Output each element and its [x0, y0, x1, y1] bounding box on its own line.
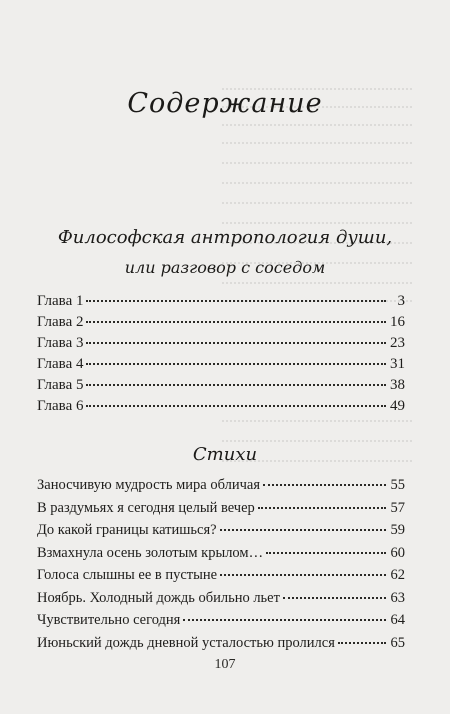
toc-entry[interactable]	[37, 587, 405, 610]
toc-entry-label: Июньский дождь дневной усталостью пролился	[37, 634, 335, 651]
toc-entry-page: 49	[390, 398, 405, 414]
toc-entry-label: Ноябрь. Холодный дождь обильно льет	[37, 589, 280, 606]
dot-leader	[220, 574, 386, 576]
toc-entry-page: 23	[390, 335, 405, 351]
dot-leader	[86, 384, 386, 386]
toc-entry-label: Глава 5	[37, 377, 84, 393]
toc-entry-label: Чувствительно сегодня	[37, 612, 181, 628]
dot-leader	[86, 342, 386, 344]
section1-title-line2: или разговор с соседом	[124, 258, 326, 277]
dot-leader	[258, 507, 386, 509]
toc-entry[interactable]	[37, 519, 405, 542]
toc-entry-page: 3	[397, 293, 405, 309]
toc-entry-label: Глава 3	[37, 335, 84, 351]
toc-entry[interactable]	[37, 497, 405, 520]
toc-entry-label: Глава 4	[37, 356, 84, 372]
toc-entry[interactable]	[37, 564, 405, 587]
toc-entry-page: 63	[390, 589, 405, 606]
toc-entry-page: 55	[390, 477, 405, 493]
section1-title-line1: Философская антропология души,	[57, 227, 393, 248]
toc-entry-page: 62	[390, 567, 405, 583]
toc-entry-label: Заносчивую мудрость мира обличая	[37, 477, 260, 493]
toc-entry[interactable]	[37, 375, 405, 396]
dot-leader	[283, 597, 386, 599]
dot-leader	[86, 300, 386, 302]
toc-entry-label: Глава 6	[37, 398, 84, 414]
dot-leader	[263, 484, 386, 486]
contents-title: Содержание	[127, 88, 323, 119]
toc-entry-page: 16	[390, 314, 405, 330]
section1-toc-list	[37, 291, 405, 417]
toc-entry[interactable]	[37, 291, 405, 312]
dot-leader	[338, 642, 386, 644]
toc-entry[interactable]	[37, 312, 405, 333]
toc-entry-label: Взмахнула осень золотым крылом…	[37, 544, 264, 561]
toc-entry[interactable]	[37, 474, 405, 497]
dot-leader	[220, 529, 386, 531]
dot-leader	[183, 619, 386, 621]
dot-leader	[266, 552, 386, 554]
toc-entry-page: 64	[390, 612, 405, 628]
toc-entry-label: До какой границы катишься?	[37, 522, 217, 538]
dot-leader	[86, 363, 386, 365]
toc-entry-page: 31	[390, 356, 405, 372]
toc-entry-label: Глава 2	[37, 314, 84, 330]
toc-entry[interactable]	[37, 542, 405, 565]
toc-entry[interactable]	[37, 609, 405, 632]
toc-entry-page: 57	[390, 499, 405, 516]
toc-entry-label: Голоса слышны ее в пустыне	[37, 567, 218, 583]
toc-entry-page: 38	[390, 377, 405, 393]
toc-entry-label: Глава 1	[37, 293, 84, 309]
dot-leader	[86, 405, 386, 407]
toc-entry-page: 65	[390, 634, 405, 651]
toc-entry-label: В раздумьях я сегодня целый вечер	[37, 499, 255, 516]
section2-toc-list	[37, 474, 405, 654]
toc-entry[interactable]	[37, 333, 405, 354]
toc-entry[interactable]	[37, 354, 405, 375]
toc-entry-page: 59	[390, 522, 405, 538]
dot-leader	[86, 321, 386, 323]
section2-title: Стихи	[192, 444, 258, 465]
toc-entry[interactable]	[37, 632, 405, 655]
page-number: 107	[214, 657, 236, 672]
toc-entry-page: 60	[390, 544, 405, 561]
toc-entry[interactable]	[37, 396, 405, 417]
